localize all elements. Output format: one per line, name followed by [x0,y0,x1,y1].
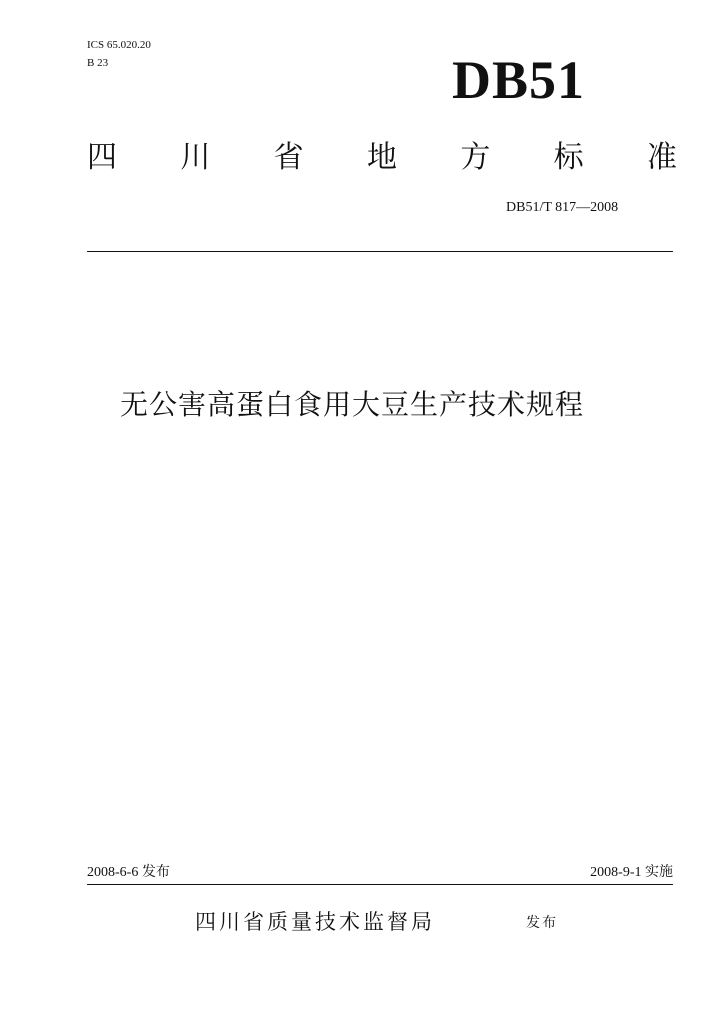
standard-type-char: 准 [646,140,677,175]
issue-date: 2008-6-6 发布 [87,865,170,880]
ics-code: ICS 65.020.20 [87,39,151,51]
standard-type-char: 省 [273,140,304,175]
standard-type-char: 地 [366,140,397,175]
standard-type-char: 标 [553,140,584,175]
implementation-date: 2008-9-1 实施 [590,865,673,880]
standard-type-char: 川 [180,140,211,175]
standard-number: DB51/T 817—2008 [506,200,619,215]
ccs-code: B 23 [87,57,109,69]
top-divider [87,251,673,252]
issuing-authority: 四川省质量技术监督局 [195,910,435,934]
document-title: 无公害高蛋白食用大豆生产技术规程 [120,388,585,421]
standard-type-char: 方 [460,140,491,175]
issuing-authority-suffix: 发布 [526,915,558,931]
standard-logo: DB51 [452,50,586,110]
standard-type-char: 四 [87,140,117,175]
standard-type-heading [87,134,677,174]
bottom-divider [87,884,673,885]
